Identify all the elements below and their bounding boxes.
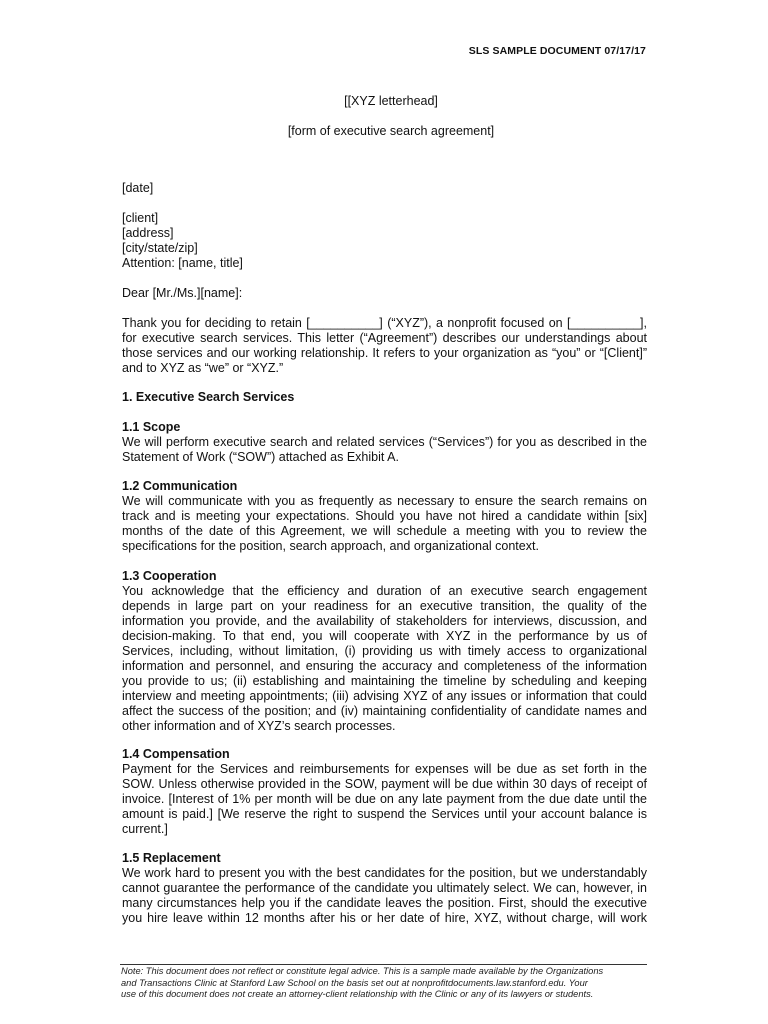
address-line: [address] <box>122 226 174 240</box>
section-1-3 <box>122 569 647 734</box>
section-1-heading: 1. Executive Search Services <box>122 390 295 404</box>
paragraph-line: affect the success of the position; and (iv) maintaining confidentiality of candidate names and <box>122 704 647 718</box>
address-block <box>122 211 647 271</box>
salutation-text: Dear [Mr./Ms.][name]: <box>122 286 243 300</box>
attention-line: Attention: [name, title] <box>122 256 243 270</box>
salutation <box>122 286 647 301</box>
paragraph-line: specifications for the position, search approach, and organizational context. <box>122 539 539 553</box>
paragraph-line: information and personnel, and ensuring the accuracy and completeness of the information <box>122 659 647 673</box>
paragraph-line: Payment for the Services and reimbursements for expenses will be due as set forth in the <box>122 762 647 776</box>
section-1-1-heading: 1.1 Scope <box>122 420 181 434</box>
date-line <box>122 181 647 196</box>
intro-line: and to XYZ as “we” or “XYZ.” <box>122 361 284 375</box>
paragraph-line: Services, including, without limitation, (i) providing us with timely access to organizational <box>122 644 647 658</box>
footer-divider <box>120 964 647 965</box>
date-text: [date] <box>122 181 154 195</box>
paragraph-line: you hire leave within 12 months after his or her date of hire, XYZ, without charge, will work <box>122 911 647 925</box>
intro-line: for executive search services. This letter (“Agreement”) describes our understandings about <box>122 331 647 345</box>
paragraph-line: You acknowledge that the efficiency and duration of an executive search engagement <box>122 584 647 598</box>
intro-line: those services and our working relationship. It refers to your organization as “you” or “[Client]” <box>122 346 647 360</box>
section-1-2-heading: 1.2 Communication <box>122 479 238 493</box>
intro-line: Thank you for deciding to retain [__________] (“XYZ”), a nonprofit focused on [__________], <box>122 316 647 330</box>
intro-paragraph <box>122 316 647 376</box>
paragraph-line: We will communicate with you as frequently as necessary to ensure the search remains on <box>122 494 647 508</box>
paragraph-line: months of the date of this Agreement, we will schedule a meeting with you to review the <box>122 524 647 538</box>
letterhead-placeholder: [[XYZ letterhead] <box>344 94 438 108</box>
paragraph-line: SOW. Unless otherwise provided in the SOW, payment will be due within 30 days of receipt of <box>122 777 647 791</box>
form-title: [form of executive search agreement] <box>287 124 495 138</box>
paragraph-line: Statement of Work (“SOW”) attached as Exhibit A. <box>122 450 399 464</box>
section-1-4-heading: 1.4 Compensation <box>122 747 230 761</box>
paragraph-line: decision-making. To that end, you will cooperate with XYZ in the performance by us of <box>122 629 647 643</box>
paragraph-line: cannot guarantee the performance of the candidate you ultimately select. We can, however, in <box>122 881 647 895</box>
paragraph-line: you provide to us; (ii) establishing and maintaining the timeline by scheduling and keeping <box>122 674 647 688</box>
section-1-3-heading: 1.3 Cooperation <box>122 569 217 583</box>
footer-line: Note: This document does not reflect or constitute legal advice. This is a sample made available by the Organizations <box>121 966 604 976</box>
paragraph-line: information you provide, and the availability of stakeholders for interviews, discussion, and <box>122 614 647 628</box>
section-1-2 <box>122 479 647 554</box>
footer-line: and Transactions Clinic at Stanford Law School on the basis set out at nonprofitdocuments.law.stanford.edu. Your <box>121 977 588 988</box>
paragraph-line: track and is meeting your expectations. Should you have not hired a candidate within [six] <box>122 509 647 523</box>
paragraph-line: We work hard to present you with the best candidates for the position, but we understandably <box>122 866 647 880</box>
paragraph-line: current.] <box>122 822 168 836</box>
section-1-5-heading: 1.5 Replacement <box>122 851 221 865</box>
paragraph-line: invoice. [Interest of 1% per month will be due on any late payment from the due date until the <box>122 792 647 806</box>
section-1-4 <box>122 747 647 837</box>
paragraph-line: amount is paid.] [We reserve the right to suspend the Services until your account balance is <box>122 807 647 821</box>
section-1-5 <box>122 851 647 926</box>
city-state-zip-line: [city/state/zip] <box>122 241 198 255</box>
footer-disclaimer <box>121 966 647 1001</box>
paragraph-line: interview and meeting appointments; (iii) advising XYZ of any issues or information that could <box>122 689 647 703</box>
footer-line: use of this document does not create an attorney-client relationship with the Clinic or any of its lawyers or students. <box>121 989 594 999</box>
client-line: [client] <box>122 211 159 225</box>
paragraph-line: depends in large part on your readiness for an executive transition, the quality of the <box>122 599 647 613</box>
paragraph-line: other information and of XYZ’s search processes. <box>122 719 396 733</box>
paragraph-line: many circumstances help you if the candidate leaves the position. First, should the executive <box>122 896 647 910</box>
section-1-1 <box>122 420 647 465</box>
paragraph-line: We will perform executive search and related services (“Services”) for you as described in the <box>122 435 647 449</box>
sample-document-tag: SLS SAMPLE DOCUMENT 07/17/17 <box>468 45 646 57</box>
